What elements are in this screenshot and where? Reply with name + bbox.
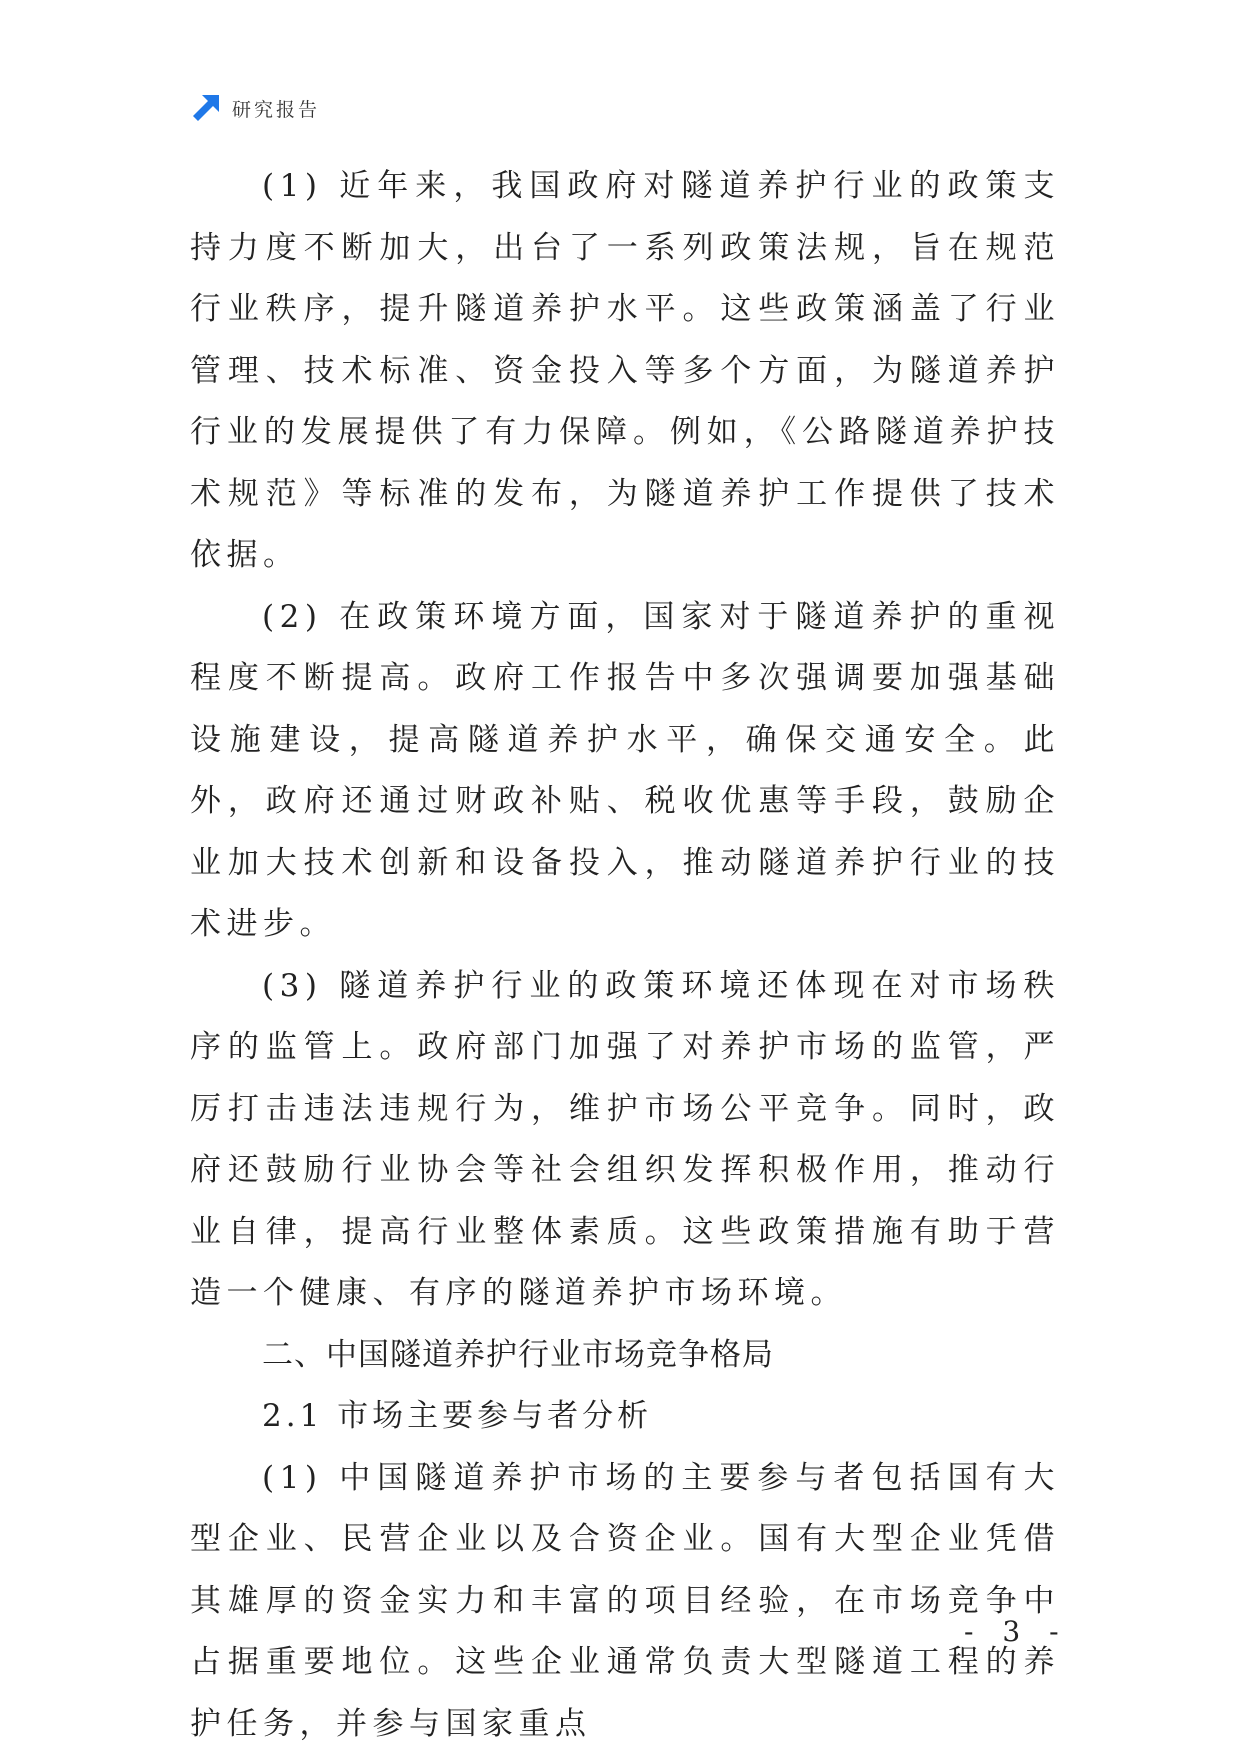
document-body (190, 156, 1060, 1755)
subsection-heading: 2.1 市场主要参与者分析 (190, 1386, 1060, 1448)
header-label: 研究报告 (232, 95, 320, 122)
page-number: - 3 - (964, 1615, 1069, 1648)
report-header (190, 92, 320, 124)
paragraph-3: (3) 隧道养护行业的政策环境还体现在对市场秩序的监管上。政府部门加强了对养护市场的监管，严厉打击违法违规行为，维护市场公平竞争。同时，政府还鼓励行业协会等社会组织发挥积极作用，推动行业自律，提高行业整体素质。这些政策措施有助于营造一个健康、有序的隧道养护市场环境。 (190, 956, 1060, 1325)
section-heading: 二、中国隧道养护行业市场竞争格局 (190, 1325, 1060, 1387)
paragraph-2: (2) 在政策环境方面，国家对于隧道养护的重视程度不断提高。政府工作报告中多次强调要加强基础设施建设，提高隧道养护水平，确保交通安全。此外，政府还通过财政补贴、税收优惠等手段，鼓励企业加大技术创新和设备投入，推动隧道养护行业的技术进步。 (190, 587, 1060, 956)
paragraph-1: (1) 近年来，我国政府对隧道养护行业的政策支持力度不断加大，出台了一系列政策法规，旨在规范行业秩序，提升隧道养护水平。这些政策涵盖了行业管理、技术标准、资金投入等多个方面，为隧道养护行业的发展提供了有力保障。例如，《公路隧道养护技术规范》等标准的发布，为隧道养护工作提供了技术依据。 (190, 156, 1060, 587)
arrow-up-right-icon (190, 92, 222, 124)
subsection-paragraph-1: (1) 中国隧道养护市场的主要参与者包括国有大型企业、民营企业以及合资企业。国有大型企业凭借其雄厚的资金实力和丰富的项目经验，在市场竞争中占据重要地位。这些企业通常负责大型隧道工程的养护任务，并参与国家重点 (190, 1448, 1060, 1755)
